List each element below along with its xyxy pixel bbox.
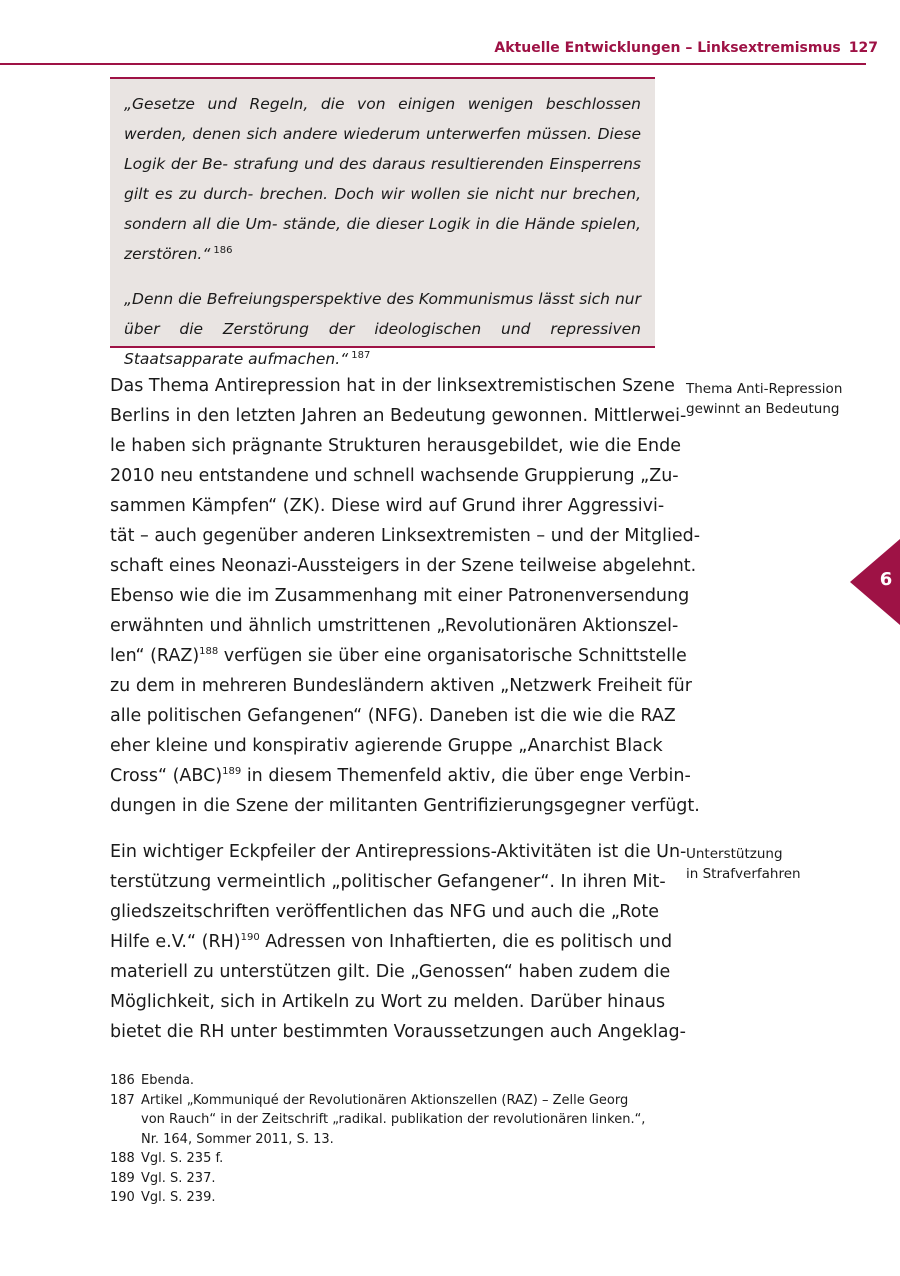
quote-1: „Gesetze und Regeln, die von einigen wenigen beschlossen werden, denen sich andere wiederum unterwerfen müssen. Diese Logik der Be- strafung und des daraus resultierenden Einsperrens gilt es zu durch- brechen. Doch wir wollen sie nicht nur brechen, sondern all die Um- stände, die dieser Logik in die Hände spielen, zerstören.“ $^{186}$ — [124, 95, 641, 263]
margin-note-anti-repression: Thema Anti-Repression gewinnt an Bedeutung — [686, 381, 843, 417]
running-header-title: Aktuelle Entwicklungen – Linksextremismus — [494, 40, 841, 56]
chapter-number: 6 — [879, 569, 893, 590]
quote-box — [110, 77, 655, 368]
body-paragraph-2: Ein wichtiger Eckpfeiler der Antirepressions-Aktivitäten ist die Un- terstützung vermeintlich „politischer Gefangener“. In ihren Mit- gliedszeitschriften veröffentlichen das NFG und auch die „Rote Hilfe e.V.“ (RH)$^{190}$ Adressen von Inhaftierten, die es politisch und materiell zu unterstützen gilt. Die „Genossen“ haben zudem die Möglichkeit, sich in Artikeln zu Wort zu melden. Darüber hinaus bietet die RH unter bestimmten Voraussetzungen auch Angeklag- — [110, 842, 687, 1042]
running-header — [0, 40, 878, 56]
footnote-187: 187 Artikel „Kommuniqué der Revolutionären Aktionszellen (RAZ) – Zelle Georg von Rauch“ in der Zeitschrift „radikal. publikation der revolutionären linken.“, Nr. 164, Sommer 2011, S. 13. — [110, 1092, 646, 1147]
footnote-ref-187[interactable]: 187 — [351, 349, 371, 361]
footnotes — [110, 1071, 670, 1208]
chapter-tab[interactable] — [850, 539, 900, 625]
footnote-190: 190 Vgl. S. 239. — [110, 1190, 216, 1205]
footnote-ref-186[interactable]: 186 — [213, 244, 233, 256]
page-number: 127 — [848, 40, 878, 56]
footnote-188: 188 Vgl. S. 235 f. — [110, 1151, 224, 1166]
footnote-186: 186 Ebenda. — [110, 1073, 195, 1088]
margin-note-support: Unterstützung in Strafverfahren — [686, 846, 801, 882]
footnote-ref-190[interactable]: 190 — [240, 932, 260, 944]
body-paragraph-1: Das Thema Antirepression hat in der linksextremistischen Szene Berlins in den letzten Jahren an Bedeutung gewonnen. Mittlerwei- le haben sich prägnante Strukturen herausgebildet, wie die Ende 2010 neu entstandene und schnell wachsende Gruppierung „Zu- sammen Kämpfen“ (ZK). Diese wird auf Grund ihrer Aggressivi- tät – auch gegenüber anderen Linksextremisten – und der Mitglied- schaft eines Neonazi-Aussteigers in der Szene teilweise abgelehnt. Ebenso wie die im Zusammenhang mit einer Patronenversendung erwähnten und ähnlich umstrittenen „Revolutionären Aktionszel- len“ (RAZ)$^{188}$ verfügen sie über eine organisatorische Schnittstelle zu dem in mehreren Bundesländern aktiven „Netzwerk Freiheit für alle politischen Gefangenen“ (NFG). Daneben ist die wie die RAZ eher kleine und konspirativ agierende Gruppe „Anarchist Black Cross“ (ABC)$^{189}$ in diesem Themenfeld aktiv, die über enge Verbin- dungen in die Szene der militanten Gentrifizierungsgegner verfügt. — [110, 376, 701, 816]
footnote-ref-189[interactable]: 189 — [222, 766, 242, 778]
footnote-ref-188[interactable]: 188 — [199, 646, 219, 658]
header-rule — [0, 63, 866, 65]
quote-2: „Denn die Befreiungsperspektive des Kommunismus lässt sich nur über die Zerstörung der ideologischen und repressiven Staatsapparate aufmachen.“ $^{187}$ — [124, 290, 641, 368]
footnote-189: 189 Vgl. S. 237. — [110, 1170, 216, 1186]
